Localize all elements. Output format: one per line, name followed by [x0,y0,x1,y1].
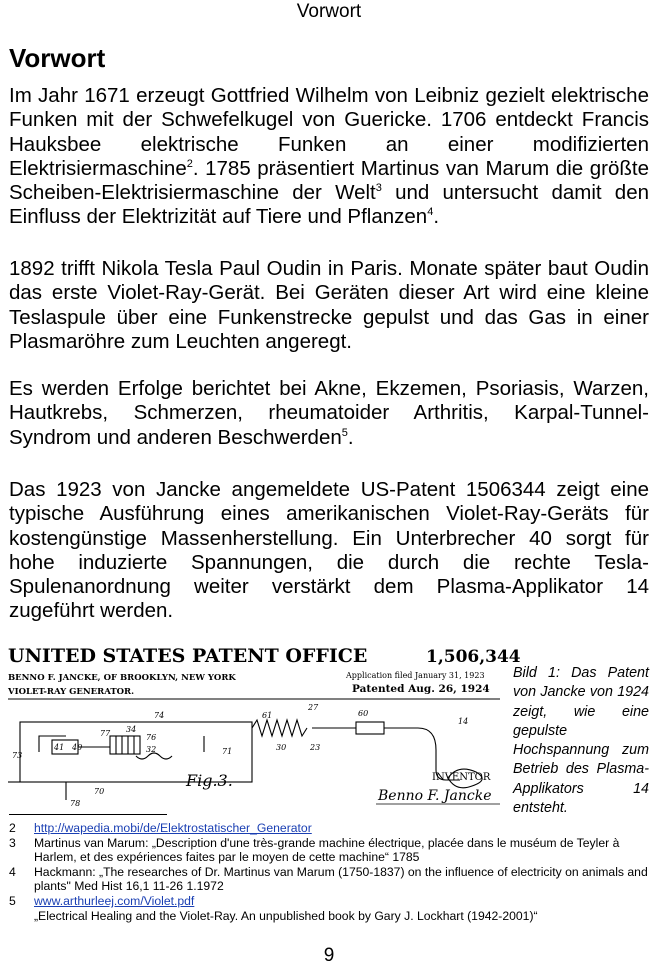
paragraph-text: und untersucht damit den Einfluss der Elektrizität auf Tiere und Pflanzen [9,181,649,229]
footnote-ref-2[interactable]: 2 [186,157,193,170]
ref-label: 73 [12,751,23,760]
ref-label: 30 [276,743,287,752]
ref-label: 41 [54,743,65,752]
footnote-text: „Electrical Healing and the Violet-Ray. An unpublished book by Gary J. Lockhart (1942-2001)“ [34,908,538,923]
ref-label: 40 [72,743,83,752]
footnote-number: 5 [9,893,16,908]
paragraph-tesla: 1892 trifft Nikola Tesla Paul Oudin in Paris. Monate später baut Oudin das erste Violet-Ray-Gerät. Bei Geräten dieser Art wird eine kleine Teslaspule über eine Funkenstrecke gepulst und das Gas in einer Plasmaröhre zum Leuchten angeregt. [9,257,649,353]
inventor-label: INVENTOR [432,772,491,783]
footnote-separator [9,814,167,815]
patent-inventor-line: BENNO F. JANCKE, OF BROOKLYN, NEW YORK [8,673,236,683]
ref-label: 76 [146,733,157,742]
ref-label: 23 [310,743,321,752]
footnote-number: 3 [9,835,16,850]
ref-label: 27 [308,703,319,712]
ref-label: 77 [100,729,111,738]
paragraph-text: . [433,205,440,229]
drawing-connector [356,722,384,734]
patent-figure [6,640,521,810]
patent-office-title: UNITED STATES PATENT OFFICE [8,645,368,667]
patent-date-line: Patented Aug. 26, 1924 [352,683,490,695]
paragraph-text: . 1785 präsentiert Martinus van Marum die größte Scheiben-Elektrisiermaschine der Welt [9,156,649,205]
footnote-2 [9,821,649,836]
page-number: 9 [323,945,335,966]
drawing-coil [110,736,140,754]
footnote-5 [9,894,649,923]
footnote-text: Hackmann: „The researches of Dr. Martinus van Marum (1750-1837) on the influence of electricity on animals and plants" Med Hist 16,1 11-26 1.1972 [34,864,648,894]
ref-label: 32 [146,745,157,754]
footnote-number: 4 [9,864,16,879]
patent-application-line: Application filed January 31, 1923 [346,671,485,680]
footnote-ref-3[interactable]: 3 [375,182,382,195]
running-header: Vorwort [296,1,362,22]
ref-label: 78 [70,799,81,808]
paragraph-text: Im Jahr 1671 erzeugt Gottfried Wilhelm von Leibniz gezielt elektrische Funken mit der Schwefelkugel von Guericke. 1706 entdeckt Francis Hauksbee elektrische Funken an einer modifizierten Elektrisiermaschine [9,84,649,180]
inventor-signature: Benno F. Jancke [378,788,492,804]
ref-label: 61 [262,711,273,720]
footnote-link[interactable]: http://wapedia.mobi/de/Elektrostatischer_Generator [34,821,312,835]
figure-caption: Bild 1: Das Patent von Jancke von 1924 zeigt, wie eine gepulste Hochspannung zum Betrieb des Plasma-Applikators 14 entsteht. [513,665,649,817]
footnotes [9,821,649,923]
footnote-text: Martinus van Marum: „Description d'une très-grande machine électrique, placée dans le muséum de Teyler à Harlem, et des expériences faites par le moyen de cette machine“ 1785 [34,835,620,865]
footnote-4 [9,865,649,894]
section-title: Vorwort [9,43,106,73]
ref-label: 60 [358,709,369,718]
paragraph-text: . [347,425,354,449]
ref-label: 71 [222,747,233,756]
footnote-ref-5[interactable]: 5 [341,426,348,439]
ref-label: 14 [458,717,469,726]
ref-label: 74 [154,711,165,720]
drawing-tesla-coil [252,720,307,736]
paragraph-history [9,84,649,230]
patent-number: 1,506,344 [426,647,521,667]
paragraph-text: Es werden Erfolge berichtet bei Akne, Ekzemen, Psoriasis, Warzen, Hautkrebs, Schmerzen, rheumatoider Arthritis, Karpal-Tunnel-Syndrom und anderen Beschwerden [9,377,649,449]
drawing-coil-turns [116,736,134,754]
footnote-link[interactable]: www.arthurleej.com/Violet.pdf [34,893,195,908]
footnote-number: 2 [9,821,16,835]
ref-label: 70 [94,787,105,796]
footnote-ref-4[interactable]: 4 [427,206,434,219]
paragraph-patent: Das 1923 von Jancke angemeldete US-Patent 1506344 zeigt eine typische Ausführung eines amerikanischen Violet-Ray-Geräts für kostengünstige Massenherstellung. Ein Unterbrecher 40 sorgt für hohe induzierte Spannungen, die durch die rechte Tesla-Spulenanordnung weiter verstärkt dem Plasma-Applikator 14 zugeführt werden. [9,478,649,623]
figure-label: Fig.3. [186,771,233,790]
ref-label: 34 [126,725,137,734]
footnote-3 [9,836,649,865]
paragraph-applications [9,377,649,450]
patent-device-line: VIOLET-RAY GENERATOR. [8,687,135,697]
